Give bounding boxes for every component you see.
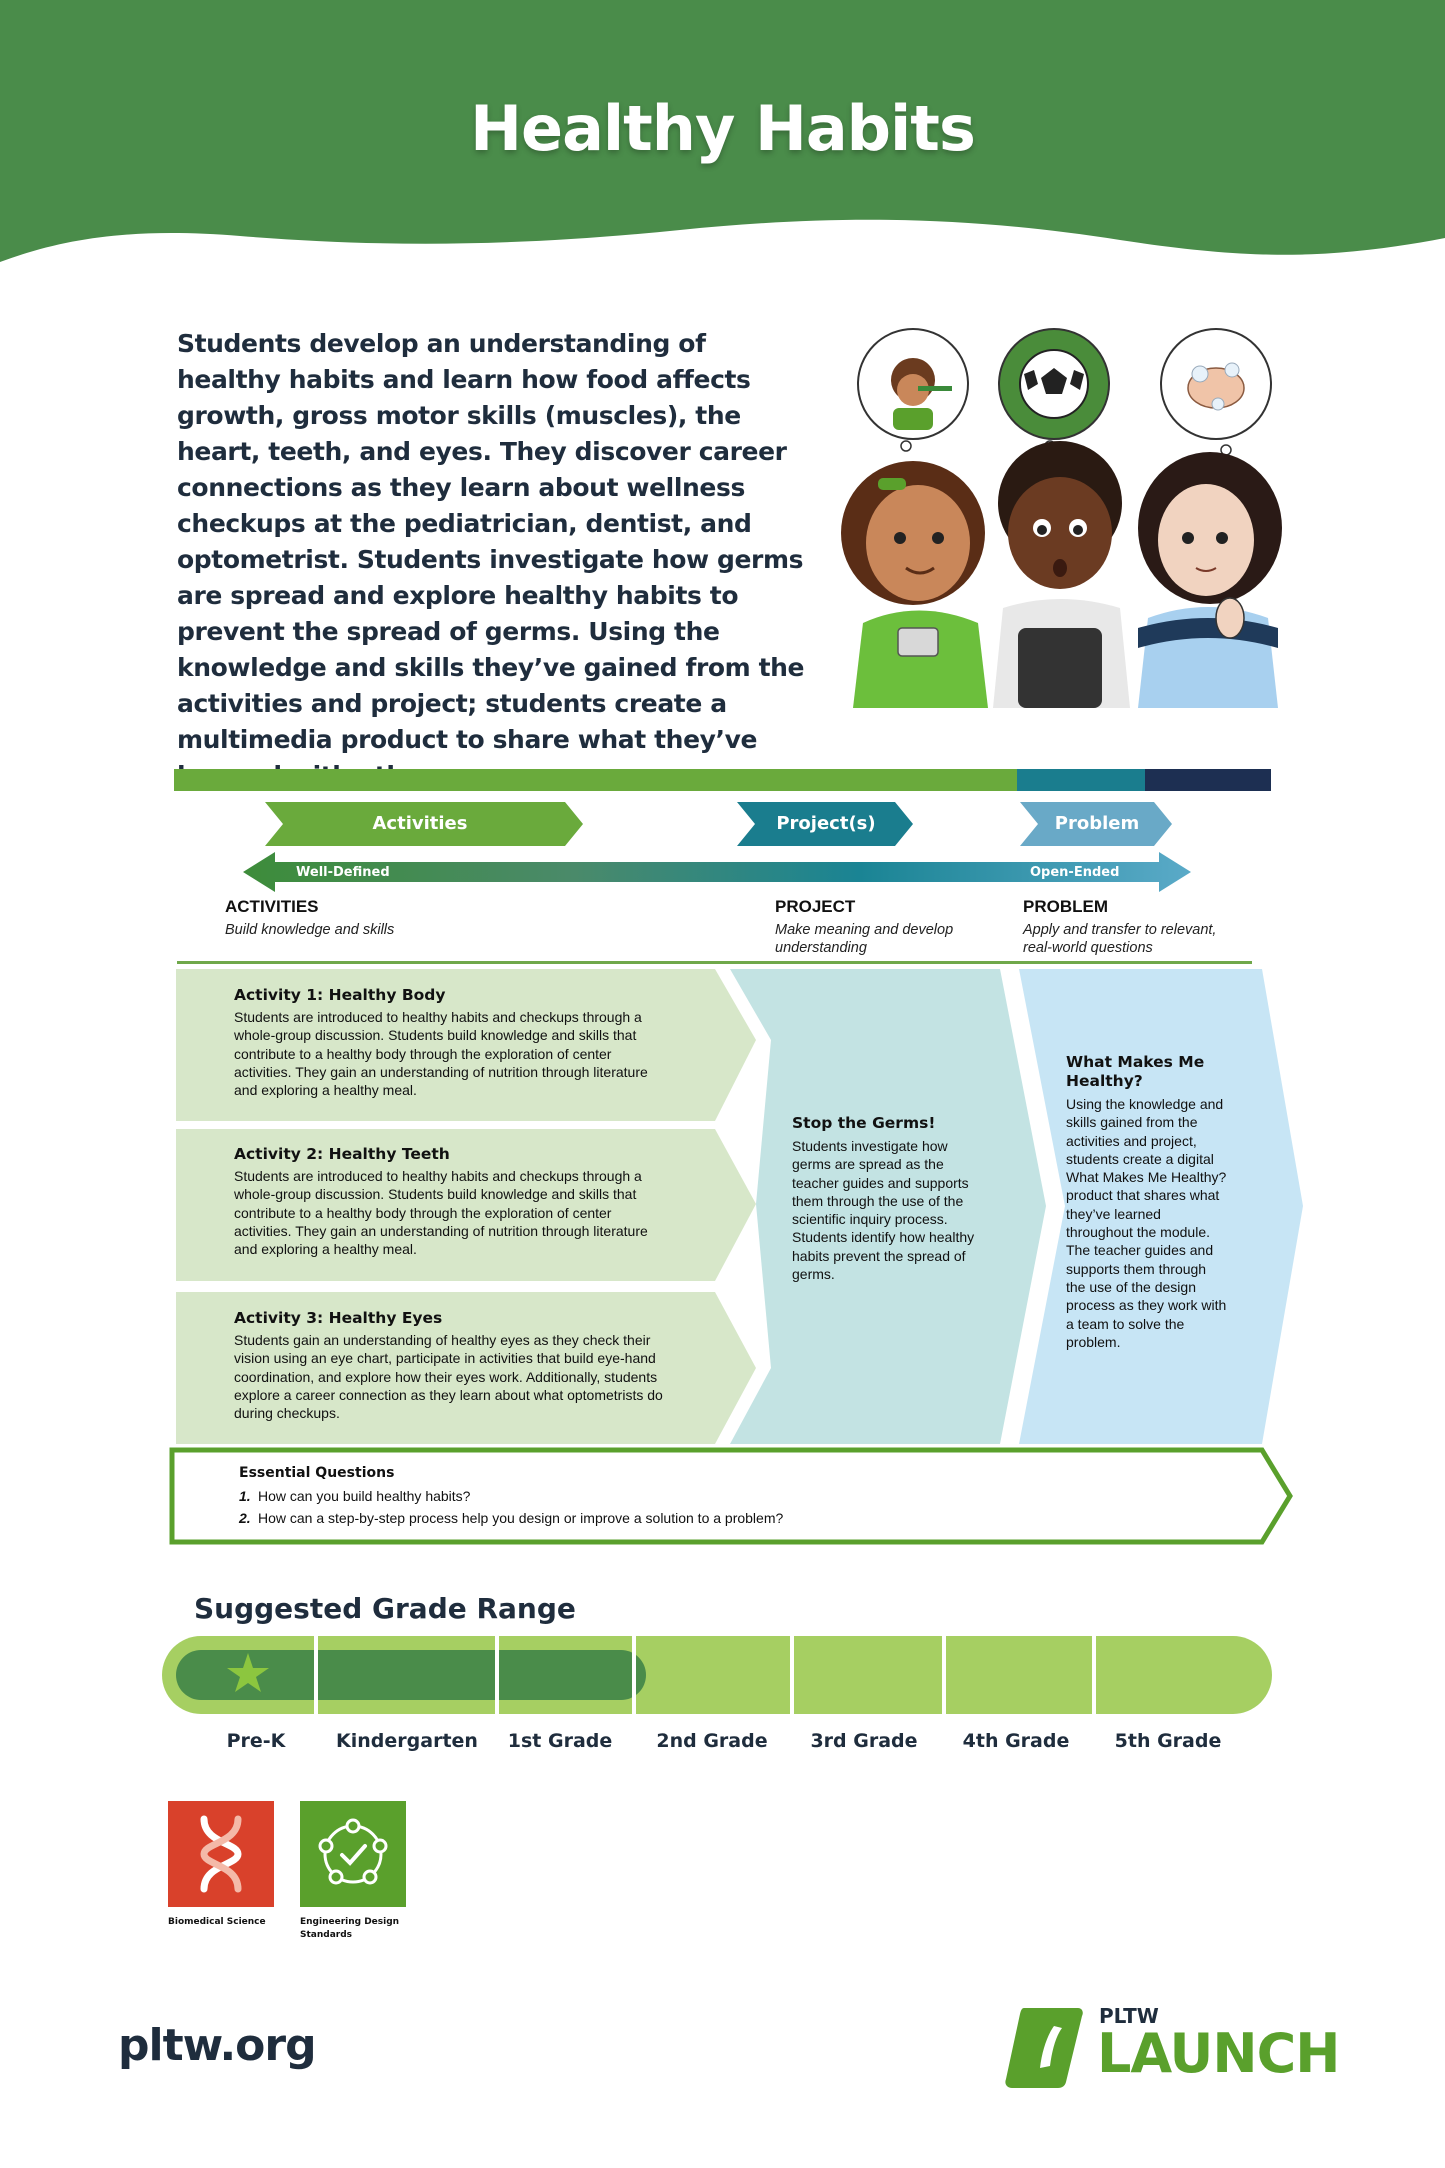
essential-question-2: 2. How can a step-by-step process help you design or improve a solution to a problem? — [239, 1510, 784, 1526]
pltw-launch-logo-icon — [1004, 2004, 1084, 2088]
grade-label-4th: 4th Grade — [962, 1730, 1070, 1752]
engineering-design-badge — [300, 1801, 406, 1907]
engineering-design-label-line1: Engineering Design — [300, 1917, 400, 1927]
intro-paragraph: Students develop an understanding of healthy habits and learn how food affects growth, gross motor skills (muscles), the heart, teeth, and eyes. They discover career connections as they learn about wellness checkups at the pediatrician, dentist, and optometrist. Students investigate how germs are spread and explore healthy habits to prevent the spread of germs. Using the knowledge and skills they’ve gained from the activities and project; students create a multimedia product to share what they’ve — [177, 329, 805, 754]
design-cycle-icon — [300, 1801, 406, 1907]
essential-question-1: 1. How can you build healthy habits? — [239, 1488, 471, 1504]
grade-range-bar — [162, 1636, 1272, 1714]
project-title: Stop the Germs! — [792, 1114, 936, 1132]
problem-subheading-line2: real-world questions — [1023, 940, 1153, 956]
engineering-design-label-line2: Standards — [300, 1930, 353, 1940]
project-subheading-line2: understanding — [775, 940, 867, 956]
projects-chevron-label: Project(s) — [776, 813, 876, 834]
logo-brand: PLTW — [1099, 2004, 1159, 2028]
grade-label-1st: 1st Grade — [507, 1730, 613, 1752]
problem-heading: PROBLEM — [1023, 897, 1108, 916]
activity-2-title: Activity 2: Healthy Teeth — [234, 1145, 450, 1163]
activities-subheading: Build knowledge and skills — [225, 922, 395, 938]
activity-2-description: Students are introduced to healthy habits and checkups through a whole-group discussion. Students build knowledge and skills that contribute to a healthy body through the exploration of center activities. They gain an understanding of nutrition through literature and exploring a healthy meal. — [234, 1168, 648, 1258]
problem-subheading-line1: Apply and transfer to relevant, — [1023, 922, 1217, 938]
grade-label-5th: 5th Grade — [1114, 1730, 1222, 1752]
project-heading: PROJECT — [775, 897, 856, 916]
activity-3-title: Activity 3: Healthy Eyes — [234, 1309, 443, 1327]
grade-range-title: Suggested Grade Range — [194, 1592, 576, 1625]
dna-icon — [168, 1801, 274, 1907]
activities-heading: ACTIVITIES — [225, 897, 319, 916]
problem-description: Using the knowledge and skills gained from the activities and project, students create a digital What Makes Me Healthy? product that shares what they’ve learned throughout the module. The teacher guides and supports them through the use of the design process as they work with a team to solve the problem. — [1066, 1096, 1227, 1350]
grade-label-3rd: 3rd Grade — [810, 1730, 918, 1752]
footer-url[interactable]: pltw.org — [118, 2020, 316, 2071]
biomedical-science-label: Biomedical Science — [168, 1917, 266, 1927]
grade-label-kindergarten: Kindergarten — [336, 1730, 478, 1752]
project-subheading-line1: Make meaning and develop — [775, 922, 954, 938]
project-description: Students investigate how germs are spread as the teacher guides and supports them through the use of the scientific inquiry process. Students identify how healthy habits prevent the spread of germs. — [792, 1138, 975, 1283]
essential-questions-title: Essential Questions — [239, 1465, 395, 1481]
logo-name: LAUNCH — [1097, 2022, 1340, 2085]
biomedical-science-badge — [168, 1801, 274, 1907]
activity-1-description: Students are introduced to healthy habits and checkups through a whole-group discussion. Students build knowledge and skills that contribute to a healthy body through the exploration of center activities. They gain an understanding of nutrition through literature and exploring a healthy meal. — [234, 1009, 648, 1099]
activity-1-title: Activity 1: Healthy Body — [234, 986, 446, 1004]
spectrum-right-label: Open-Ended — [1030, 865, 1120, 880]
grade-label-2nd: 2nd Grade — [656, 1730, 768, 1752]
activity-3-description: Students gain an understanding of healthy eyes as they check their vision using an eye chart, participate in activities that build eye-hand coordination, and explore how their eyes work. Additionally, students explore a career connection as they learn about what optometrists do during checkups. — [234, 1332, 663, 1422]
problem-title-line1: What Makes Me — [1066, 1053, 1205, 1071]
page-title: Healthy Habits — [470, 92, 975, 165]
grade-label-pre-k: Pre-K — [226, 1730, 286, 1752]
activities-chevron-label: Activities — [372, 813, 468, 834]
spectrum-left-label: Well-Defined — [296, 865, 390, 880]
problem-title-line2: Healthy? — [1066, 1072, 1143, 1090]
problem-chevron-label: Problem — [1054, 813, 1140, 834]
